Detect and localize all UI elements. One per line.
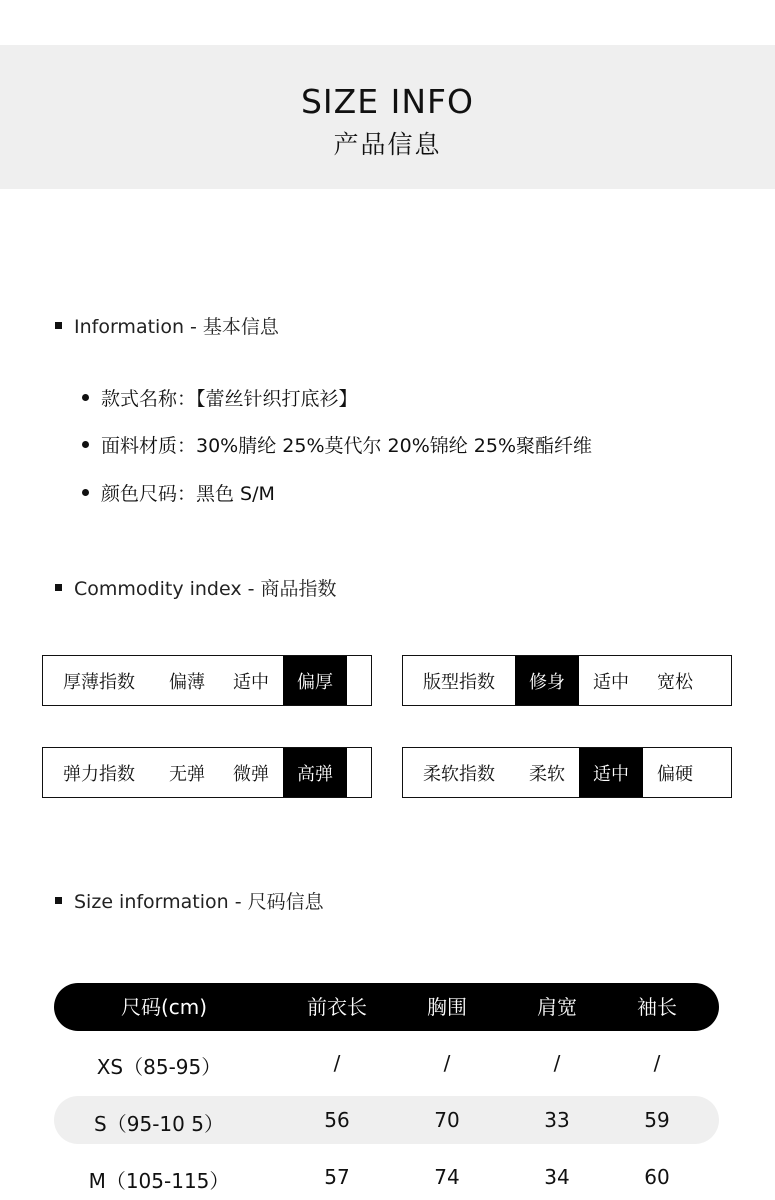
index-option: 适中 xyxy=(233,671,269,693)
size-heading xyxy=(55,887,324,914)
basic-item-fabric xyxy=(82,431,592,458)
table-cell: 74 xyxy=(434,1165,460,1189)
basic-item-text: 颜色尺码：黑色 S/M xyxy=(101,483,275,505)
index-title: 柔软指数 xyxy=(423,763,495,785)
table-cell: 60 xyxy=(644,1165,670,1189)
basic-item-text: 面料材质：30%腈纶 25%莫代尔 20%锦纶 25%聚酯纤维 xyxy=(101,435,593,457)
page-header xyxy=(0,45,775,189)
index-option: 无弹 xyxy=(169,763,205,785)
basic-item-text: 款式名称：【蕾丝针织打底衫】 xyxy=(101,388,358,410)
commodity-heading-text: Commodity index - 商品指数 xyxy=(74,578,337,600)
information-heading xyxy=(55,312,279,339)
table-cell: 57 xyxy=(324,1165,350,1189)
page-title-en: SIZE INFO xyxy=(300,82,474,121)
index-option: 偏硬 xyxy=(657,763,693,785)
table-cell: / xyxy=(443,1051,451,1075)
square-bullet-icon xyxy=(55,897,62,904)
dot-bullet-icon xyxy=(82,441,89,448)
basic-item-color-size xyxy=(82,479,275,506)
index-fit xyxy=(402,655,732,706)
column-header-size: 尺码(cm) xyxy=(120,995,208,1019)
index-option-selected: 修身 xyxy=(515,656,579,705)
table-cell-size: S（95-10 5） xyxy=(94,1112,224,1136)
table-cell-size: M（105-115） xyxy=(88,1169,230,1193)
table-cell: 70 xyxy=(434,1108,460,1132)
column-header-sleeve: 袖长 xyxy=(637,995,677,1019)
size-table-header xyxy=(54,983,719,1031)
index-elasticity xyxy=(42,747,372,798)
index-title: 厚薄指数 xyxy=(63,671,135,693)
table-cell: 56 xyxy=(324,1108,350,1132)
index-title: 弹力指数 xyxy=(63,763,135,785)
basic-item-style xyxy=(82,384,358,411)
column-header-chest: 胸围 xyxy=(427,995,467,1019)
index-option: 适中 xyxy=(593,671,629,693)
index-option-selected: 适中 xyxy=(579,748,643,797)
dot-bullet-icon xyxy=(82,489,89,496)
size-heading-text: Size information - 尺码信息 xyxy=(74,891,324,913)
index-title: 版型指数 xyxy=(423,671,495,693)
index-option: 微弹 xyxy=(233,763,269,785)
table-cell: / xyxy=(333,1051,341,1075)
table-cell: 33 xyxy=(544,1108,570,1132)
dot-bullet-icon xyxy=(82,394,89,401)
column-header-shoulder: 肩宽 xyxy=(537,995,577,1019)
index-option-selected: 高弹 xyxy=(283,748,347,797)
square-bullet-icon xyxy=(55,584,62,591)
index-option: 偏薄 xyxy=(169,671,205,693)
table-cell-size: XS（85-95） xyxy=(96,1055,222,1079)
information-heading-text: Information - 基本信息 xyxy=(74,316,279,338)
index-thickness xyxy=(42,655,372,706)
square-bullet-icon xyxy=(55,322,62,329)
table-cell: 59 xyxy=(644,1108,670,1132)
table-cell: / xyxy=(553,1051,561,1075)
table-cell: / xyxy=(653,1051,661,1075)
page-title-cn: 产品信息 xyxy=(333,130,442,159)
index-option-selected: 偏厚 xyxy=(283,656,347,705)
index-softness xyxy=(402,747,732,798)
index-option: 宽松 xyxy=(657,671,693,693)
table-cell: 34 xyxy=(544,1165,570,1189)
commodity-heading xyxy=(55,574,337,601)
index-option: 柔软 xyxy=(529,763,565,785)
column-header-front-length: 前衣长 xyxy=(307,995,367,1019)
